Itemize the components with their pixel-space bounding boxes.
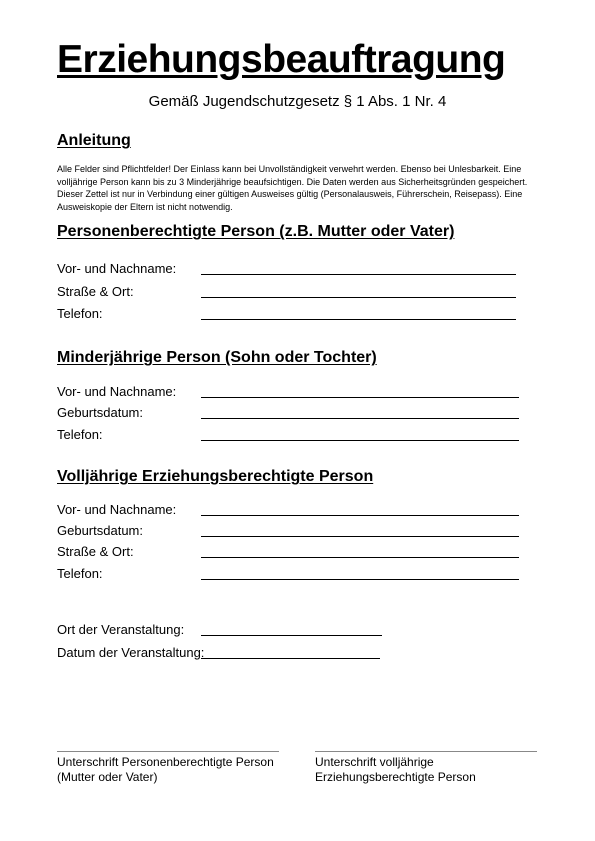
field-label: Telefon: (57, 566, 103, 581)
fill-line[interactable] (201, 515, 519, 516)
fill-line[interactable] (201, 658, 380, 659)
fill-line[interactable] (201, 635, 382, 636)
field-label: Vor- und Nachname: (57, 384, 177, 399)
section-adult-heading: Volljährige Erziehungsberechtigte Person (57, 468, 374, 485)
fill-line[interactable] (201, 579, 519, 580)
fill-line[interactable] (201, 418, 519, 419)
field-label: Datum der Veranstaltung: (57, 645, 205, 660)
signature-label-line: Unterschrift Personenberechtigte Person (57, 755, 274, 769)
field-label: Straße & Ort: (57, 284, 134, 299)
field-label: Telefon: (57, 427, 103, 442)
signature-label-guardian (57, 755, 274, 785)
field-label: Vor- und Nachname: (57, 502, 177, 517)
signature-label-line: (Mutter oder Vater) (57, 770, 158, 784)
fill-line[interactable] (201, 397, 519, 398)
signature-label-adult (315, 755, 476, 785)
field-label: Geburtsdatum: (57, 523, 143, 538)
fill-line[interactable] (201, 440, 519, 441)
instructions-text: Alle Felder sind Pflichtfelder! Der Einlass kann bei Unvollständigkeit verwehrt werden. Ebenso bei Unlesbarkeit. Eine volljährige Person kann bis zu 3 Minderjährige beaufsichtigen. Die Daten werden aus Sicherheitsgründen gespeichert. Dieser Zettel ist nur in Verbindung einer gültigen Ausweises gültig (Personalausweis, Führerschein, Reisepass). Eine Ausweiskopie der Eltern ist nicht notwendig. (57, 164, 528, 212)
signature-line-guardian[interactable] (57, 751, 279, 752)
fill-line[interactable] (201, 274, 516, 275)
fill-line[interactable] (201, 557, 519, 558)
field-label: Ort der Veranstaltung: (57, 622, 185, 637)
signature-label-line: Unterschrift volljährige (315, 755, 434, 769)
field-label: Telefon: (57, 306, 103, 321)
signature-label-line: Erziehungsberechtigte Person (315, 770, 476, 784)
instructions-heading: Anleitung (57, 132, 131, 149)
fill-line[interactable] (201, 297, 516, 298)
field-label: Straße & Ort: (57, 544, 134, 559)
signature-line-adult[interactable] (315, 751, 537, 752)
section-minor-heading: Minderjährige Person (Sohn oder Tochter) (57, 349, 377, 366)
field-label: Vor- und Nachname: (57, 261, 177, 276)
section-guardian-heading: Personenberechtigte Person (z.B. Mutter oder Vater) (57, 223, 455, 240)
field-label: Geburtsdatum: (57, 405, 143, 420)
document-title: Erziehungsbeauftragung (57, 38, 506, 81)
fill-line[interactable] (201, 536, 519, 537)
fill-line[interactable] (201, 319, 516, 320)
document-subtitle: Gemäß Jugendschutzgesetz § 1 Abs. 1 Nr. 4 (148, 93, 447, 110)
